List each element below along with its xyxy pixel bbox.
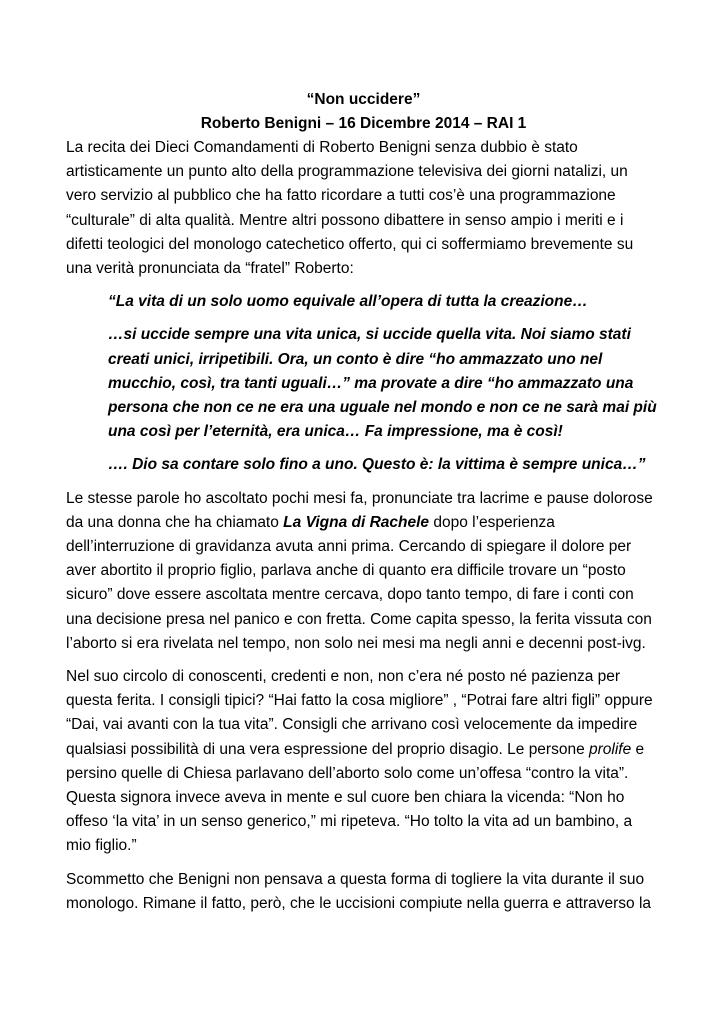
paragraph-scommetto: Scommetto che Benigni non pensava a questa forma di togliere la vita durante il suo monologo. Rimane il fatto, però, che le uccisioni compiute nella guerra e attraverso la <box>66 870 652 912</box>
prolife-emphasis: prolife <box>589 740 632 758</box>
paragraph-vigna-text-c: dopo l’esperienza dell’interruzione di gravidanza avuta anni prima. Cercando di spiegare il dolore per aver abortito il proprio figlio, parlava anche di quanto era difficile trovare un “posto sicuro” dove essere ascoltata mentre cercava, dopo tanto tempo, di fare i conti con una decisione presa nel panico e con fretta. Come capita spesso, la ferita vissuta con l’aborto si era rivelata nel tempo, non solo nei mesi ma negli anni e decenni post-ivg. <box>66 513 652 652</box>
paragraph-vigna-text-a: Le stesse parole ho ascoltato pochi mesi fa, pronunciate tra lacrime e pause dolorose da una donna che ha chiamato <box>66 489 653 531</box>
quote-block-2: …si uccide sempre una vita unica, si uccide quella vita. Noi siamo stati creati unici, irripetibili. Ora, un conto è dire “ho ammazzato uno nel mucchio, così, tra tanti uguali…” ma provate a dire “ho ammazzato una persona che non ce ne era una uguale nel mondo e non ce ne sarà mai più una così per l’eternità, era unica… Fa impressione, ma è così! <box>108 326 657 441</box>
quote-line-3: …. Dio sa contare solo fino a uno. Questo è: la vittima è sempre unica…” <box>108 456 646 474</box>
vigna-di-rachele-emphasis: La Vigna di Rachele <box>283 513 430 531</box>
quote-line-1: “La vita di un solo uomo equivale all’opera di tutta la creazione… <box>108 293 588 311</box>
document-title: “Non uccidere” <box>306 91 421 108</box>
paragraph-vigna <box>66 487 661 656</box>
paragraph-circolo-text-c: e persino quelle di Chiesa parlavano dell’aborto solo come un’offesa “contro la vita”. Questa signora invece aveva in mente e sul cuore ben chiara la vicenda: “Non ho offeso ‘la vita’ in un senso generico,” mi ripeteva. “Ho tolto la vita ad un bambino, a mio figlio.” <box>66 740 645 855</box>
document-subtitle: Roberto Benigni – 16 Dicembre 2014 – RAI 1 <box>200 115 527 132</box>
intro-paragraph: La recita dei Dieci Comandamenti di Roberto Benigni senza dubbio è stato artisticamente un punto alto della programmazione televisiva dei giorni natalizi, un vero servizio al pubblico che ha fatto ricordare a tutti cos’è una programmazione “culturale” di alta qualità. Mentre altri possono dibattere in senso ampio i meriti e i difetti teologici del monologo catechetico offerto, qui ci soffermiamo brevemente su una verità pronunciata da “fratel” Roberto: <box>66 139 634 278</box>
paragraph-circolo <box>66 665 661 859</box>
paragraph-circolo-text-a: Nel suo circolo di conoscenti, credenti e non, non c’era né posto né pazienza per questa ferita. I consigli tipici? “Hai fatto la cosa migliore” , “Potrai fare altri figli” oppure “Dai, vai avanti con la tua vita”. Consigli che arrivano così velocemente da impedire qualsiasi possibilità di una vera espressione del proprio disagio. Le persone <box>66 668 653 758</box>
